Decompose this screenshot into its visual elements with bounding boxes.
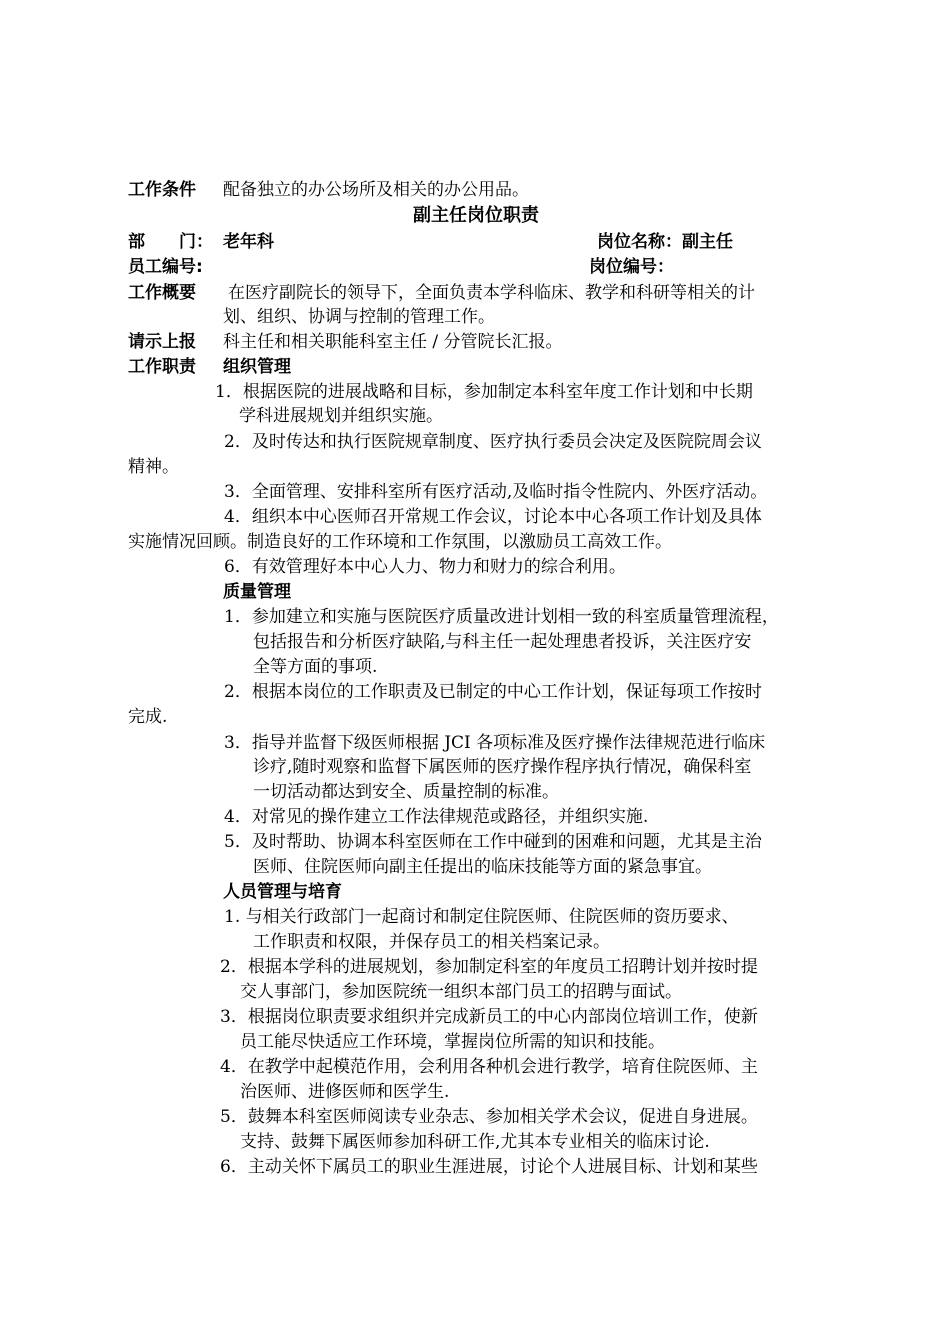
department-value: 老年科 [223, 232, 274, 252]
duty-line: 工作职责和权限，并保存员工的相关档案记录。 [253, 932, 610, 952]
duty-line: 精神。 [128, 457, 179, 477]
duty-line: 员工能尽快适应工作环境，掌握岗位所需的知识和技能。 [240, 1032, 665, 1052]
duty-line: 4．对常见的操作建立工作法律规范或路径，并组织实施. [224, 807, 649, 827]
duty-line: 4．组织本中心医师召开常规工作会议，讨论本中心各项工作计划及具体 [224, 507, 762, 527]
position-no-label: 岗位编号： [589, 257, 674, 277]
department-label: 部 门： [128, 232, 213, 252]
duty-line: 完成. [128, 707, 168, 727]
duty-line: 6．主动关怀下属员工的职业生涯进展，讨论个人进展目标、计划和某些 [220, 1157, 758, 1177]
duty-line: 一切活动都达到安全、质量控制的标准。 [253, 782, 559, 802]
report-text: 科主任和相关职能科室主任 / 分管院长汇报。 [223, 332, 563, 352]
duty-line: 全等方面的事项. [253, 657, 378, 677]
duty-line: 6．有效管理好本中心人力、物力和财力的综合利用。 [224, 557, 626, 577]
duty-line: 3．指导并监督下级医师根据 JCI 各项标准及医疗操作法律规范进行临床 [224, 733, 766, 753]
duty-line: 实施情况回顾。制造良好的工作环境和工作氛围，以激励员工高效工作。 [128, 532, 672, 552]
section-heading-staff: 人员管理与培育 [223, 882, 342, 902]
duty-line: 3．全面管理、安排科室所有医疗活动,及临时指令性院内、外医疗活动。 [224, 482, 768, 502]
document-title: 副主任岗位职责 [413, 205, 539, 226]
duty-line: 支持、鼓舞下属医师参加科研工作,尤其本专业相关的临床讨论. [240, 1132, 710, 1152]
duty-line: 1．根据医院的进展战略和目标，参加制定本科室年度工作计划和中长期 [215, 382, 753, 402]
duty-line: 诊疗,随时观察和监督下属医师的医疗操作程序执行情况，确保科室 [253, 757, 752, 777]
duty-line: 学科进展规划并组织实施。 [239, 406, 443, 426]
duty-line: 包括报告和分析医疗缺陷,与科主任一起处理患者投诉，关注医疗安 [253, 632, 752, 652]
duty-line: 2．根据本学科的进展规划，参加制定科室的年度员工招聘计划并按时提 [220, 957, 758, 977]
duty-line: 5．及时帮助、协调本科室医师在工作中碰到的困难和问题，尤其是主治 [224, 832, 762, 852]
work-conditions-label: 工作条件 [128, 180, 196, 200]
summary-line: 在医疗副院长的领导下，全面负责本学科临床、教学和科研等相关的计 [228, 283, 755, 303]
employee-no-label: 员工编号: [128, 257, 203, 277]
duty-line: 4．在教学中起模范作用，会利用各种机会进行教学，培育住院医师、主 [220, 1057, 758, 1077]
duty-line: 5．鼓舞本科室医师阅读专业杂志、参加相关学术会议，促进自身进展。 [220, 1107, 758, 1127]
duty-line: 交人事部门，参加医院统一组织本部门员工的招聘与面试。 [240, 982, 682, 1002]
section-heading-org: 组织管理 [223, 357, 291, 377]
duties-label: 工作职责 [128, 357, 196, 377]
section-heading-quality: 质量管理 [223, 582, 291, 602]
duty-line: 治医师、进修医师和医学生. [240, 1082, 450, 1102]
duty-line: 3．根据岗位职责要求组织并完成新员工的中心内部岗位培训工作，使新 [220, 1007, 758, 1027]
report-label: 请示上报 [128, 332, 196, 352]
duty-line: 2．根据本岗位的工作职责及已制定的中心工作计划，保证每项工作按时 [224, 682, 762, 702]
duty-line: 医师、住院医师向副主任提出的临床技能等方面的紧急事宜。 [253, 857, 712, 877]
duty-line: 1. 与相关行政部门一起商讨和制定住院医师、住院医师的资历要求、 [224, 907, 739, 927]
summary-line: 划、组织、协调与控制的管理工作。 [223, 307, 495, 327]
work-conditions-text: 配备独立的办公场所及相关的办公用品。 [223, 180, 529, 200]
duty-line: 1．参加建立和实施与医院医疗质量改进计划相一致的科室质量管理流程， [224, 607, 779, 627]
summary-label: 工作概要 [128, 283, 196, 303]
position-name-value: 副主任 [682, 232, 733, 252]
duty-line: 2．及时传达和执行医院规章制度、医疗执行委员会决定及医院院周会议 [224, 432, 762, 452]
position-name-label: 岗位名称： [597, 232, 682, 252]
